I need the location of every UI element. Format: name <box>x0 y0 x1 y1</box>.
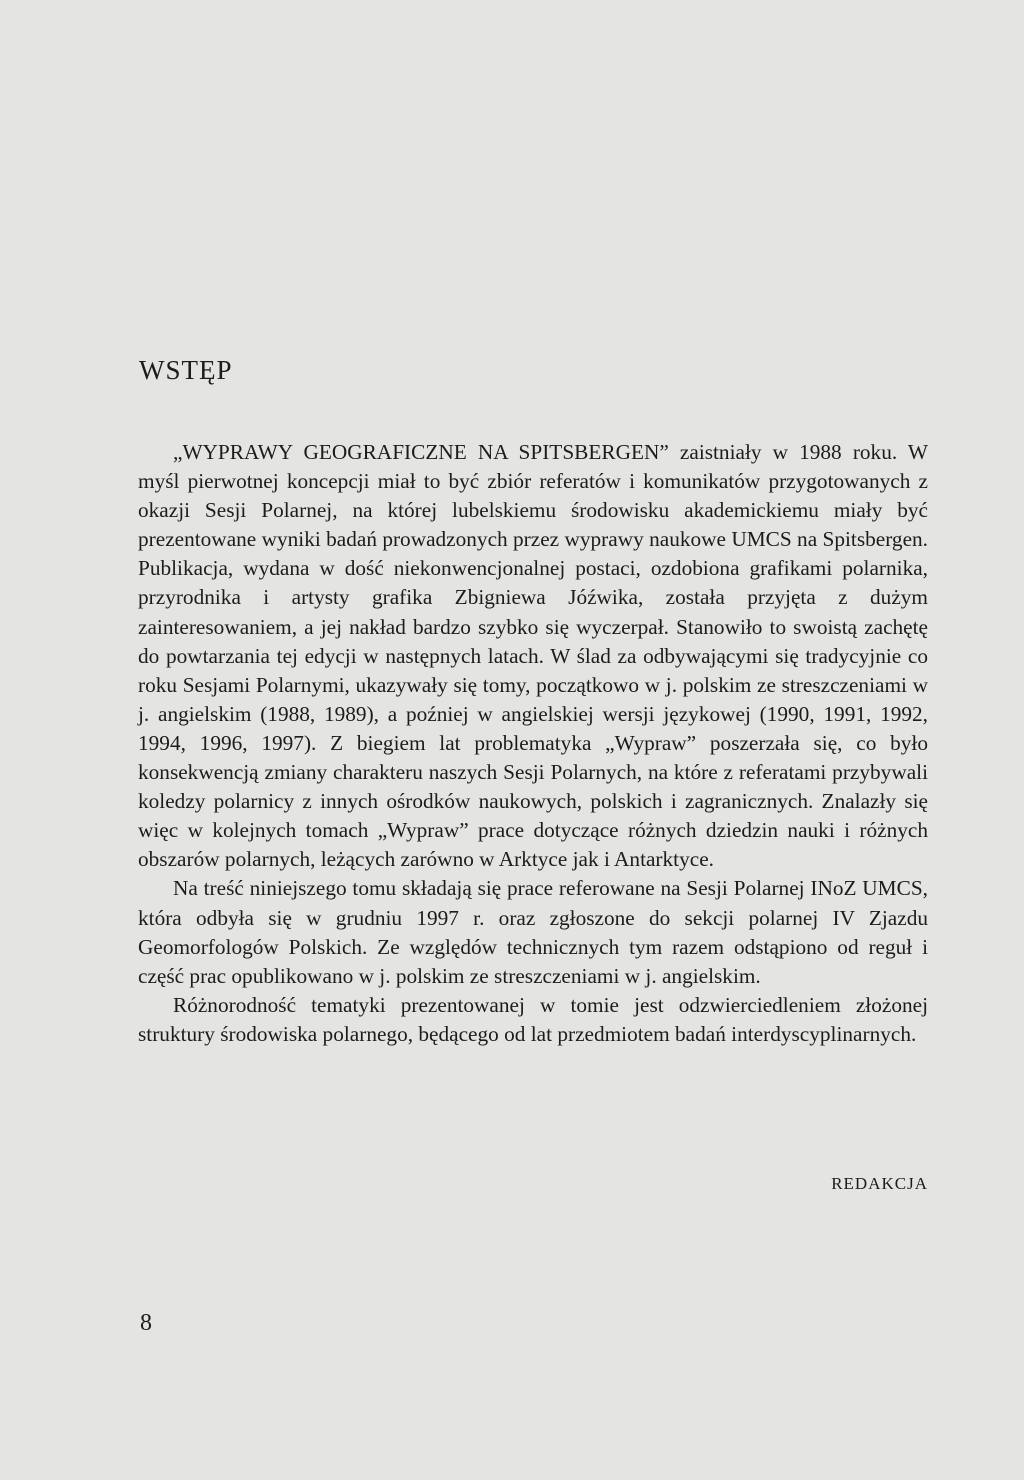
paragraph-2: Na treść niniejszego tomu składają się prace referowane na Sesji Polarnej INoZ UMCS, która odbyła się w grudniu 1997 r. oraz zgłoszone do sekcji polarnej IV Zjazdu Geomorfologów Polskich. Ze względów technicznych tym razem odstąpiono od reguł i część prac opublikowano w j. polskim ze streszczeniami w j. angielskim. <box>138 876 928 988</box>
page-number: 8 <box>140 1310 152 1336</box>
section-heading: WSTĘP <box>139 355 233 385</box>
body-text <box>138 438 928 1049</box>
signature: REDAKCJA <box>831 1174 928 1193</box>
paragraph-1: „WYPRAWY GEOGRAFICZNE NA SPITSBERGEN” zaistniały w 1988 roku. W myśl pierwotnej koncepcji miał to być zbiór referatów i komunikatów przygotowanych z okazji Sesji Polarnej, na której lubelskiemu środowisku akademickiemu miały być prezentowane wyniki badań prowadzonych przez wyprawy naukowe UMCS na Spitsbergen. Publikacja, wydana w dość niekonwencjonalnej postaci, ozdobiona grafikami polarnika, przyrodnika i artysty grafika Zbigniewa Jóźwika, została przyjęta z dużym zainteresowaniem, a jej nakład bardzo szybko się wyczerpał. Stanowiło to swoistą zachętę do powtarzania tej edycji w następnych latach. W ślad za odbywającymi się tradycyjnie co roku Sesjami Polarnymi, ukazywały się tomy, początkowo w j. polskim ze streszczeniami w j. angielskim (1988, 1989), a poźniej w angielskiej wersji językowej (1990, 1991, 1992, 1994, 1996, 1997). Z biegiem lat problematyka „Wypraw” poszerzała się, co było konsekwencją zmiany charakteru naszych Sesji Polarnych, na które z referatami przybywali koledzy polarnicy z innych ośrodków naukowych, polskich i zagranicznych. Znalazły się więc w kolejnych tomach „Wypraw” prace dotyczące różnych dziedzin nauki i różnych obszarów polarnych, leżących zarówno w Arktyce jak i Antarktyce. <box>138 440 928 872</box>
paragraph-3: Różnorodność tematyki prezentowanej w tomie jest odzwierciedleniem złożonej struktury środowiska polarnego, będącego od lat przedmiotem badań interdyscyplinarnych. <box>138 992 928 1046</box>
